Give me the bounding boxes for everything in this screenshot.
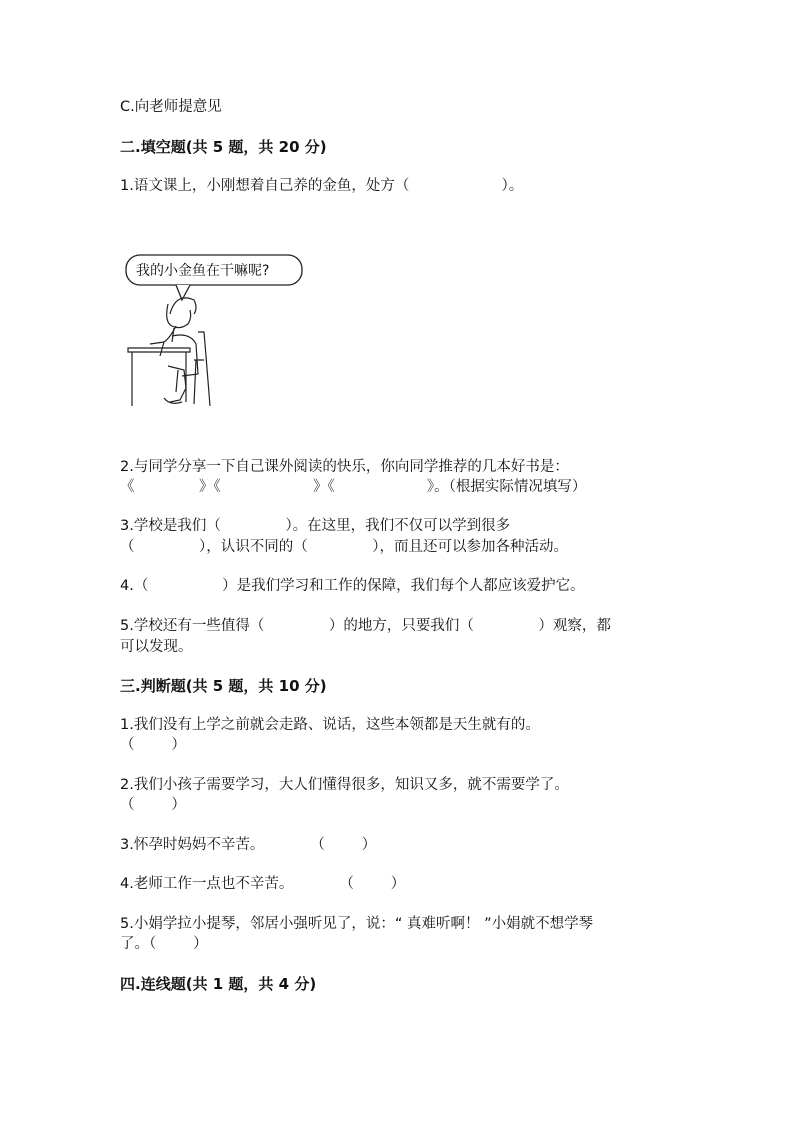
fill-q2-line1: 2.与同学分享一下自己课外阅读的快乐，你向同学推荐的几本好书是： (120, 459, 569, 475)
judge-q3: 3.怀孕时妈妈不辛苦。 （ ） (120, 837, 377, 853)
judge-q2-line1: 2.我们小孩子需要学习，大人们懂得很多，知识又多，就不需要学了。 (120, 777, 569, 793)
fill-section-title: 二.填空题(共 5 题，共 20 分) (120, 138, 327, 156)
judge-q1-line2: （ ） (120, 737, 186, 753)
student-daydreaming-illustration (124, 252, 306, 414)
fill-q3-line1: 3.学校是我们（ ）。在这里，我们不仅可以学到很多 (120, 518, 511, 534)
fill-q1: 1.语文课上，小刚想着自己养的金鱼，处方（ ）。 (120, 178, 524, 194)
fill-q5-line1: 5.学校还有一些值得（ ）的地方，只要我们（ ）观察，都 (120, 618, 611, 634)
match-section-title: 四.连线题(共 1 题，共 4 分) (120, 975, 317, 993)
judge-q1-line1: 1.我们没有上学之前就会走路、说话，这些本领都是天生就有的。 (120, 717, 540, 733)
fill-q3-line2: （ ），认识不同的（ ），而且还可以参加各种活动。 (120, 539, 569, 555)
judge-q2-line2: （ ） (120, 797, 186, 813)
fill-q4: 4.（ ）是我们学习和工作的保障，我们每个人都应该爱护它。 (120, 578, 585, 594)
judge-q4: 4.老师工作一点也不辛苦。 （ ） (120, 876, 406, 892)
fill-q5-line2: 可以发现。 (120, 639, 193, 655)
fill-q2-line2: 《 》《 》《 》。（根据实际情况填写） (120, 479, 587, 495)
judge-section-title: 三.判断题(共 5 题，共 10 分) (120, 677, 327, 695)
prev-option-c: C.向老师提意见 (120, 99, 222, 115)
judge-q5-line2: 了。（ ） (120, 936, 208, 952)
judge-q5-line1: 5.小娟学拉小提琴，邻居小强听见了，说：“ 真难听啊！ ”小娟就不想学琴 (120, 916, 594, 932)
speech-bubble-text: 我的小金鱼在干嘛呢? (136, 263, 270, 279)
